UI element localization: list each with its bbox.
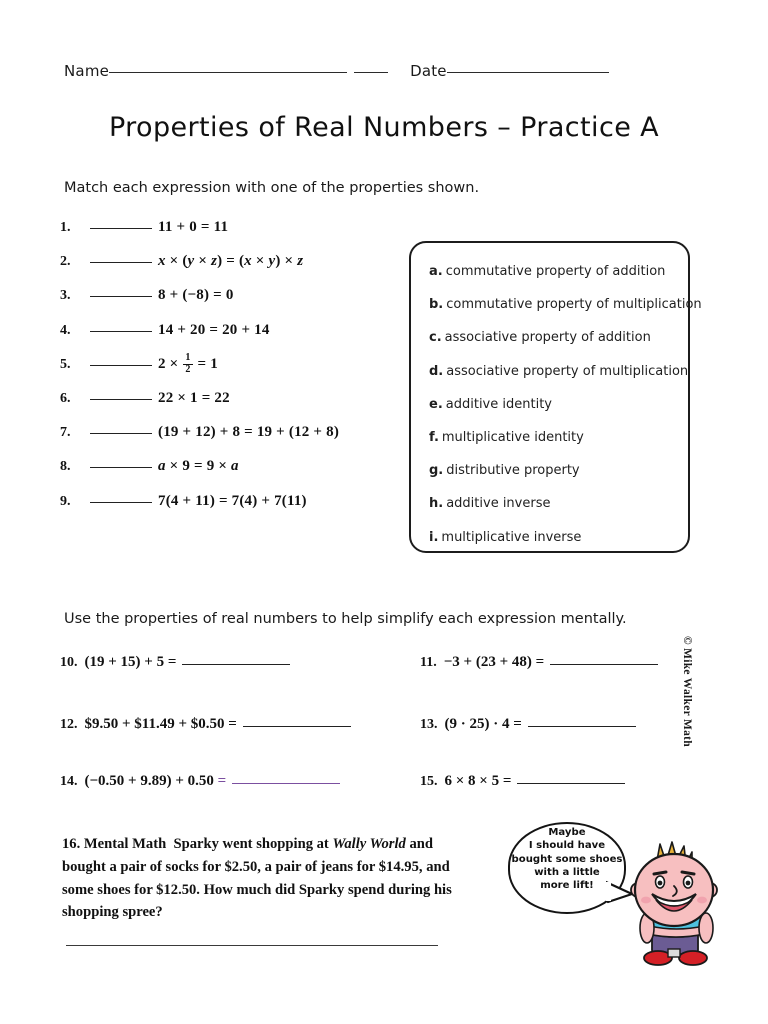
problem-expression: 8 + (−8) = 0	[158, 287, 234, 304]
property-choices-box	[409, 241, 702, 553]
problem-number: 5.	[60, 356, 71, 372]
choice-text: multiplicative inverse	[441, 529, 582, 545]
date-label: Date	[410, 62, 447, 80]
simplify-problem-10	[60, 652, 290, 671]
answer-blank[interactable]	[517, 771, 625, 784]
simplify-problem-12	[60, 714, 351, 733]
answer-blank[interactable]	[90, 249, 152, 263]
simplify-problem-11	[420, 652, 658, 671]
choice-f[interactable]	[411, 421, 688, 454]
problem-number: 8.	[60, 459, 71, 475]
answer-blank[interactable]	[90, 489, 152, 503]
answer-blank[interactable]	[232, 771, 340, 784]
problem-expression: $9.50 + $11.49 + $0.50 =	[84, 716, 237, 732]
choice-g[interactable]	[411, 454, 688, 487]
simplify-problem-15	[420, 771, 625, 790]
problem-expression: (9 · 25) · 4 =	[444, 716, 522, 732]
choice-letter: h.	[429, 496, 444, 512]
problem-number: 3.	[60, 288, 71, 304]
problem-expression: 6 × 8 × 5 =	[444, 773, 512, 789]
problem-number: 10.	[60, 655, 78, 670]
choice-letter: b.	[429, 297, 444, 313]
answer-blank[interactable]	[90, 283, 152, 297]
problem-expression: a × 9 = 9 × a	[158, 458, 239, 475]
choice-text: multiplicative identity	[441, 429, 584, 445]
answer-blank[interactable]	[528, 714, 636, 727]
problem-expression: 22 × 1 = 22	[158, 389, 230, 406]
match-problem-2	[60, 249, 400, 283]
choice-i[interactable]	[411, 521, 688, 554]
match-problem-9	[60, 489, 400, 523]
choice-e[interactable]	[411, 388, 688, 421]
problem-number: 11.	[420, 655, 437, 670]
answer-blank[interactable]	[243, 714, 351, 727]
word-problem-answer-line[interactable]	[66, 945, 438, 946]
problem-number: 9.	[60, 493, 71, 509]
problem-expression: (−0.50 + 9.89) + 0.50	[84, 773, 218, 789]
answer-blank[interactable]	[90, 454, 152, 468]
name-input-line[interactable]	[109, 72, 347, 73]
answer-blank[interactable]	[90, 386, 152, 400]
answer-blank[interactable]	[550, 652, 658, 665]
match-problem-1	[60, 215, 400, 249]
problem-expression: 11 + 0 = 11	[158, 219, 229, 235]
bubble-line-5: more lift!	[540, 880, 594, 892]
speech-bubble-text	[507, 826, 627, 893]
choice-letter: a.	[429, 264, 443, 279]
choice-text: distributive property	[446, 463, 580, 479]
choice-letter: c.	[429, 330, 442, 346]
match-problem-8	[60, 454, 400, 488]
match-problem-list	[60, 215, 400, 523]
match-problem-4	[60, 318, 400, 352]
answer-blank[interactable]	[90, 318, 152, 332]
problem-number: 6.	[60, 390, 71, 406]
simplify-problem-14	[60, 771, 340, 790]
answer-blank[interactable]	[182, 652, 290, 665]
choice-letter: d.	[429, 363, 444, 379]
word-problem-text-after: and bought a pair of socks for $2.50, a pair of jeans for $14.95, and some shoes for $12.50. How much did Sparky spend during his shopping spree?	[62, 836, 452, 921]
choice-letter: g.	[429, 463, 444, 479]
equals-sign: =	[217, 773, 227, 789]
problem-expression: (19 + 12) + 8 = 19 + (12 + 8)	[158, 424, 340, 441]
simplify-problem-13	[420, 714, 636, 733]
answer-blank[interactable]	[90, 420, 152, 434]
choice-c[interactable]	[411, 321, 688, 354]
choice-a[interactable]	[411, 255, 688, 288]
word-problem-16	[62, 833, 464, 924]
choice-text: commutative property of addition	[445, 264, 666, 279]
choice-d[interactable]	[411, 355, 688, 388]
choice-text: additive identity	[445, 396, 552, 412]
choice-b[interactable]	[411, 288, 702, 321]
choice-text: additive inverse	[446, 496, 551, 512]
match-problem-7	[60, 420, 400, 454]
problem-expression: 7(4 + 11) = 7(4) + 7(11)	[158, 492, 307, 509]
problem-number: 1.	[60, 220, 71, 235]
page-title: Properties of Real Numbers – Practice A	[108, 112, 660, 143]
problem-number: 13.	[420, 717, 438, 732]
match-instruction: Match each expression with one of the properties shown.	[64, 180, 480, 196]
bubble-line-1: Maybe	[548, 827, 586, 838]
problem-number: 14.	[60, 774, 78, 789]
word-problem-text-before: Sparky went shopping at	[173, 836, 329, 852]
copyright-notice: © Mike Walker Math	[681, 636, 693, 747]
match-problem-3	[60, 283, 400, 317]
problem-number: 12.	[60, 717, 78, 732]
match-problem-6	[60, 386, 400, 420]
choice-h[interactable]	[411, 487, 688, 520]
choice-text: associative property of multiplication	[446, 363, 689, 379]
problem-expression: 2 × $\frac{1}{2}$ = 1	[158, 352, 218, 375]
answer-blank[interactable]	[90, 352, 152, 366]
answer-blank[interactable]	[90, 215, 152, 229]
problem-expression: −3 + (23 + 48) =	[443, 654, 545, 670]
problem-number: 7.	[60, 425, 71, 441]
fraction-one-half: $\frac{1}{2}$	[185, 352, 191, 375]
problem-expression: x × (y × z) = (x × y) × z	[158, 253, 304, 270]
problem-expression: 14 + 20 = 20 + 14	[158, 321, 270, 338]
problem-number: 15.	[420, 774, 438, 789]
problem-number: 16.	[62, 836, 81, 852]
name-date-line	[64, 62, 664, 80]
cartoon-boy-icon	[620, 838, 732, 970]
date-input-line[interactable]	[447, 72, 609, 73]
simplify-instruction: Use the properties of real numbers to help simplify each expression mentally.	[64, 611, 627, 627]
choice-text: commutative property of multiplication	[446, 297, 702, 313]
choice-text: associative property of addition	[444, 330, 651, 346]
problem-number: 4.	[60, 322, 71, 338]
name-input-line-extra[interactable]	[354, 72, 388, 73]
choice-letter: i.	[429, 529, 439, 545]
store-name: Wally World	[332, 836, 406, 852]
problem-number: 2.	[60, 254, 71, 270]
problem-expression: (19 + 15) + 5 =	[84, 654, 177, 670]
bubble-line-2: I should have	[528, 840, 606, 852]
bubble-line-3: bought some shoes	[511, 853, 623, 865]
mental-math-label: Mental Math	[83, 836, 167, 852]
match-problem-5	[60, 352, 400, 386]
name-label: Name	[64, 62, 110, 80]
choice-letter: f.	[429, 429, 439, 445]
bubble-line-4: with a little	[534, 866, 600, 878]
choice-letter: e.	[429, 396, 443, 412]
